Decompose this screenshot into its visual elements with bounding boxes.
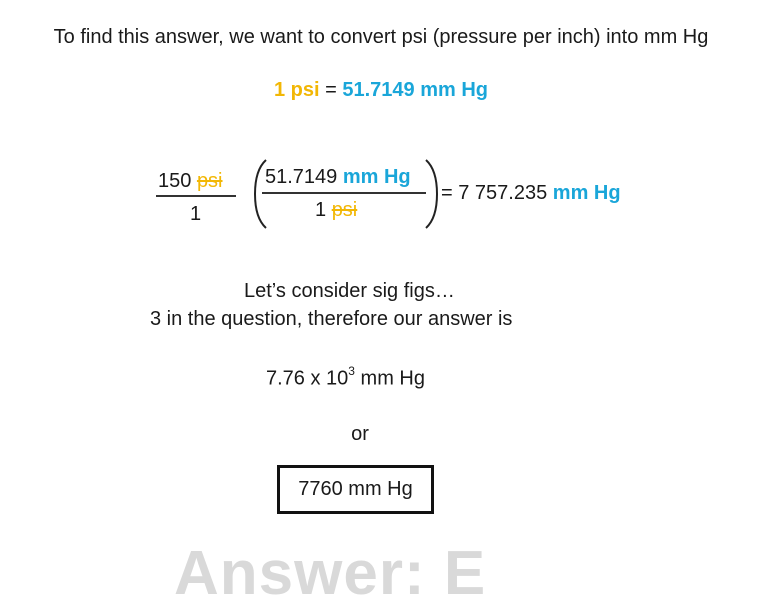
fraction-2-denominator-value: 1 [315, 199, 327, 221]
fraction-2-numerator [265, 166, 411, 189]
fraction-1-numerator-unit: psi [196, 170, 223, 192]
sig-figs-line-1: Let’s consider sig figs… [244, 280, 455, 302]
scientific-unit: mm Hg [360, 367, 425, 390]
calculation-result [441, 182, 621, 205]
final-answer-box [277, 465, 434, 514]
conversion-right-value: 51.7149 [342, 79, 415, 101]
or-text: or [351, 423, 369, 445]
fraction-1-numerator [158, 170, 223, 193]
sig-figs-line-2: 3 in the question, therefore our answer is [150, 308, 513, 330]
fraction-1-numerator-value: 150 [158, 170, 192, 192]
result-unit: mm Hg [552, 182, 621, 204]
fraction-2-denominator-unit: psi [331, 199, 358, 221]
scientific-notation-answer [266, 366, 425, 391]
fraction-2-denominator [315, 199, 357, 222]
result-value: = 7 757.235 [441, 182, 548, 204]
fraction-1-bar [156, 195, 236, 197]
conversion-equals: = [325, 79, 337, 101]
fraction-2-bar [262, 192, 426, 194]
fraction-2-numerator-value: 51.7149 [265, 166, 338, 188]
final-answer-text: 7760 mm Hg [298, 478, 413, 500]
scientific-exponent: 3 [348, 364, 355, 378]
answer-watermark: Answer: E [174, 539, 487, 608]
intro-text: To find this answer, we want to convert psi (pressure per inch) into mm Hg [53, 26, 709, 48]
conversion-right-unit: mm Hg [420, 79, 489, 101]
right-parenthesis [424, 158, 440, 230]
scientific-mantissa: 7.76 x 10 [266, 367, 349, 390]
conversion-factor [0, 79, 762, 102]
conversion-left: 1 psi [273, 79, 320, 101]
fraction-1-denominator: 1 [190, 203, 202, 225]
fraction-2-numerator-unit: mm Hg [342, 166, 411, 188]
